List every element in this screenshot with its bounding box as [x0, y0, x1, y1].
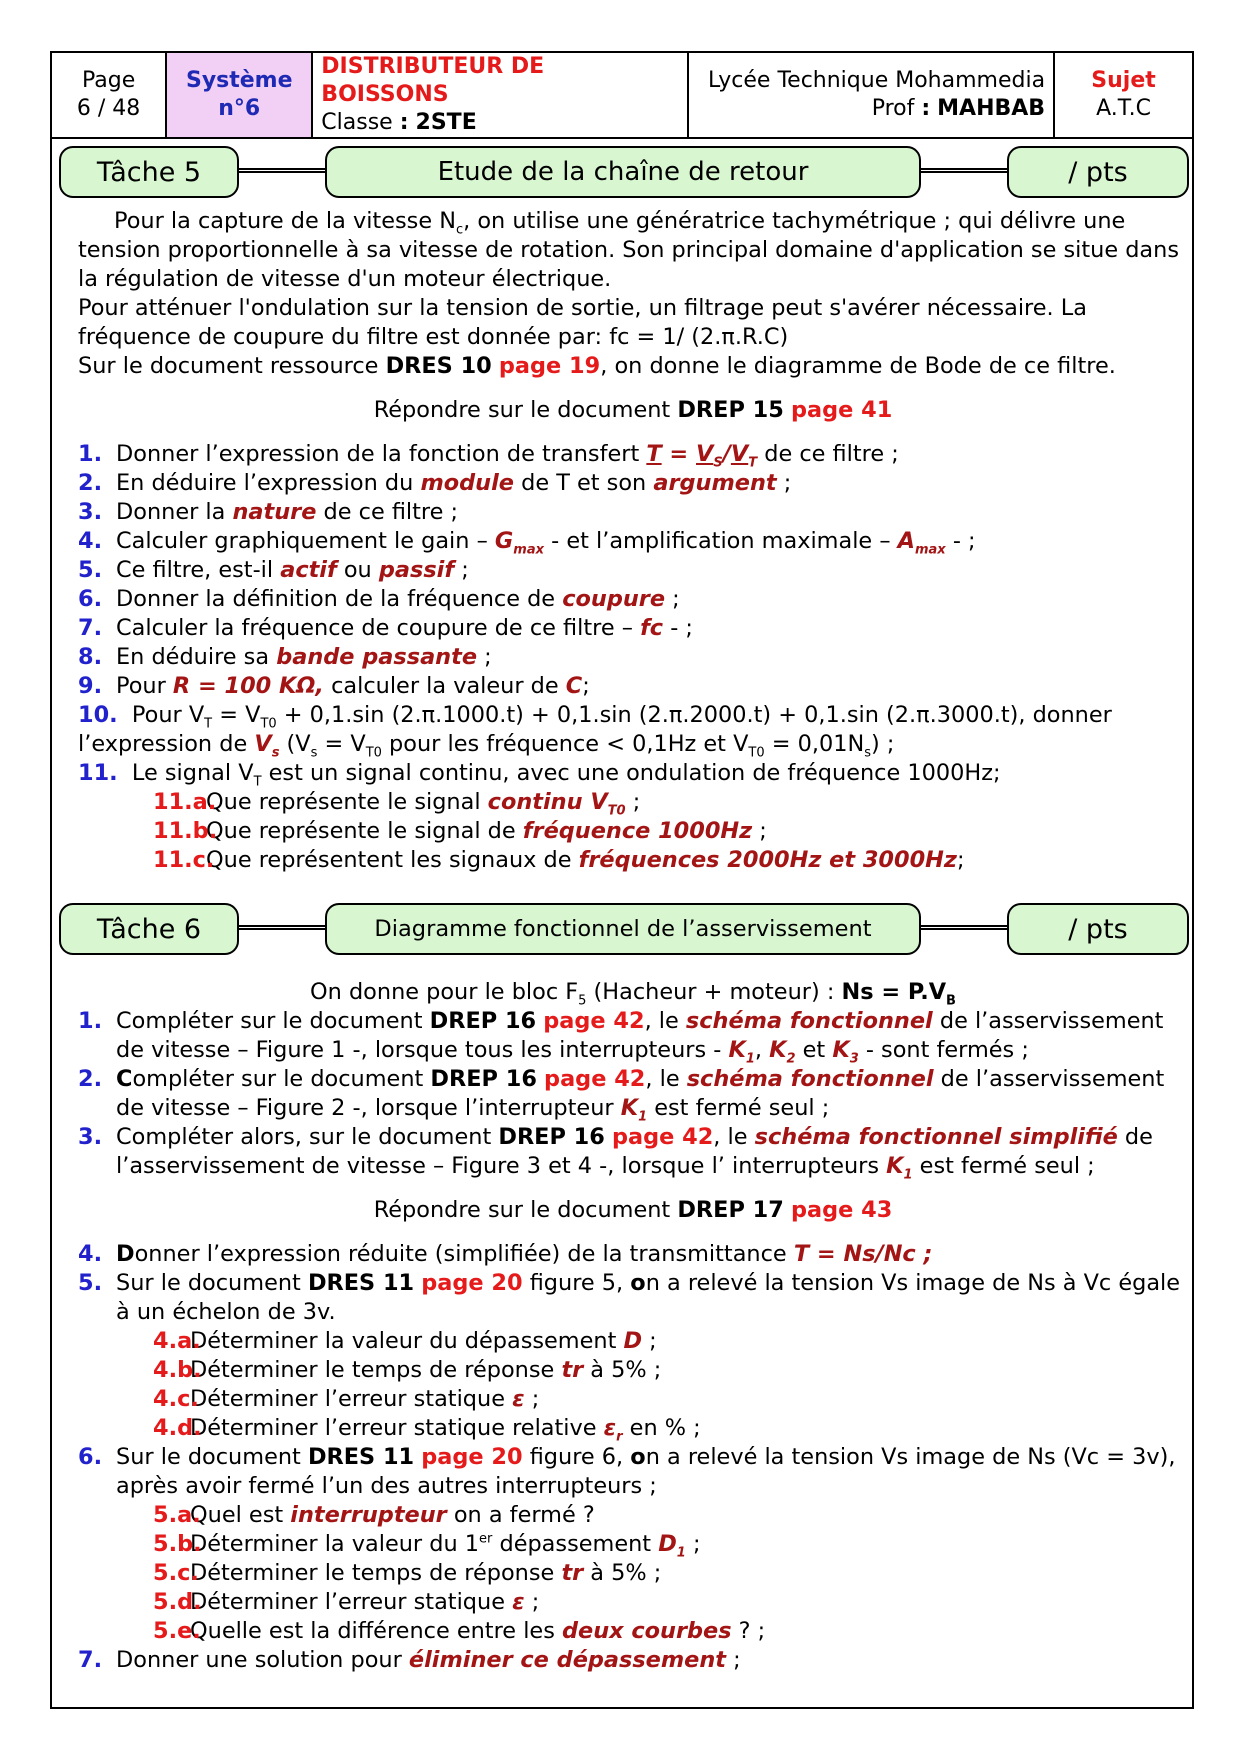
task5-questions [78, 440, 1188, 788]
system-cell [166, 52, 312, 138]
task5-points: / pts [1007, 146, 1189, 198]
sub-item-4c: 4.c. Déterminer l’erreur statique ε ; [153, 1386, 540, 1412]
task6-intro: On donne pour le bloc $F_5$ (Hacheur + moteur) : $Ns = P.V_B$ [310, 979, 956, 1009]
task6-label: Tâche 6 [59, 903, 239, 955]
task5-label: Tâche 5 [59, 146, 239, 198]
project-title: DISTRIBUTEUR DE BOISSONS [321, 54, 545, 107]
list-item: 6. Donner la définition de la fréquence de coupure ; [78, 586, 680, 612]
sub-item-5a: 5.a. Quel est interrupteur on a fermé ? [153, 1502, 595, 1528]
sub-item-5c: 5.c. Déterminer le temps de réponse tr à 5% ; [153, 1560, 662, 1586]
class-line: Classe : 2STE [321, 110, 477, 135]
task5-intro-3: Sur le document ressource DRES 10 page 19, on donne le diagramme de Bode de ce filtre. [78, 353, 1116, 379]
task5-connector-right [921, 168, 1007, 173]
task5-intro-1: Pour la capture de la vitesse $N_c$, on utilise une génératrice tachymétrique ; qui délivre une tension proportionnelle à sa vitesse de rotation. Son principal domaine d'application se situe dans la régulation de vitesse d'un moteur électrique. [78, 208, 1179, 292]
project-cell [312, 52, 688, 138]
list-item: 8. En déduire sa bande passante ; [78, 644, 492, 670]
list-item: 5. Ce filtre, est-il actif ou passif ; [78, 557, 469, 583]
class-value: 2STE [415, 110, 477, 135]
page-cell [51, 52, 166, 138]
sub-item-4b: 4.b. Déterminer le temps de réponse tr à 5% ; [153, 1357, 662, 1383]
sub-item-5b: 5.b. Déterminer la valeur du 1er dépassement $D_1$ ; [153, 1531, 701, 1561]
task5-intro-2: Pour atténuer l'ondulation sur la tension de sortie, un filtrage peut s'avérer nécessaire. La fréquence de coupure du filtre est donnée par: fc = 1/ (2.π.R.C) [78, 295, 1087, 350]
school-name: Lycée Technique Mohammedia [708, 68, 1046, 93]
sub-item-11a: 11.a. Que représente le signal continu $V_{T0}$ ; [153, 789, 641, 819]
task6-title: Diagramme fonctionnel de l’asservissement [325, 903, 921, 955]
task6-content [78, 978, 1188, 1675]
task5-title: Etude de la chaîne de retour [325, 146, 921, 198]
sujet-cell [1054, 52, 1193, 138]
system-number: n°6 [218, 96, 261, 121]
list-item: 10. Pour $V_T = V_{T0} + 0,1.\sin$ (2.π.1000.t) + 0,1.sin (2.π.2000.t) + 0,1.sin (2.π.3000.t), donner l’expression de $V_s$ ($V_s = V_{T0}$ pour les fréquence < 0,1Hz et $V_{T0} = 0,01N_s$) ; [78, 702, 1112, 761]
task6-banner [59, 903, 1189, 959]
task6-connector-right [921, 925, 1007, 930]
task6-questions-c [78, 1443, 1188, 1501]
sub-item-11c: 11.c. Que représentent les signaux de fréquences 2000Hz et 3000Hz; [153, 847, 965, 873]
sub-item-5e: 5.e. Quelle est la différence entre les deux courbes ? ; [153, 1618, 766, 1644]
task5-connector-left [239, 168, 325, 173]
task6-points: / pts [1007, 903, 1189, 955]
list-item: 3. Donner la nature de ce filtre ; [78, 499, 459, 525]
page-number: 6 / 48 [76, 96, 141, 121]
task5-answer-line: Répondre sur le document DREP 15 page 41 [373, 397, 893, 423]
page-label: Page [81, 68, 136, 93]
list-item: 1. Compléter sur le document DREP 16 page 42, le schéma fonctionnel de l’asservissement de vitesse – Figure 1 -, lorsque tous les interrupteurs - $K_1$, $K_2$ et $K_3$ - sont fermés ; [78, 1008, 1164, 1067]
sub-item-4a: 4.a. Déterminer la valeur du dépassement D ; [153, 1328, 657, 1354]
task6-questions-d [78, 1646, 1188, 1675]
list-item: 2. En déduire l’expression du module de T et son argument ; [78, 470, 792, 496]
sub-item-5d: 5.d. Déterminer l’erreur statique ε ; [153, 1589, 540, 1615]
prof-line: Prof : MAHBAB [871, 96, 1046, 121]
task6-answer-line: Répondre sur le document DREP 17 page 43 [373, 1197, 893, 1223]
task5-banner [59, 146, 1189, 202]
list-item: 7. Calculer la fréquence de coupure de ce filtre – fc - ; [78, 615, 693, 641]
header-table [50, 51, 1194, 139]
task6-questions-a [78, 1007, 1188, 1181]
task6-questions-b [78, 1240, 1188, 1327]
list-item: 2. Compléter sur le document DREP 16 page 42, le schéma fonctionnel de l’asservissement de vitesse – Figure 2 -, lorsque l’interrupteur $K_1$ est fermé seul ; [78, 1066, 1165, 1125]
sujet-label: Sujet [1091, 68, 1156, 93]
sub-item-11b: 11.b. Que représente le signal de fréquence 1000Hz ; [153, 818, 767, 844]
list-item: 5. Sur le document DRES 11 page 20 figure 5, on a relevé la tension Vs image de Ns à Vc égale à un échelon de 3v. [78, 1270, 1181, 1325]
system-label: Système [185, 68, 293, 93]
list-item: 11. Le signal $V_T$ est un signal continu, avec une ondulation de fréquence 1000Hz; [78, 760, 1001, 790]
list-item: 7. Donner une solution pour éliminer ce dépassement ; [78, 1647, 741, 1673]
list-item: 1. Donner l’expression de la fonction de transfert $T = V_S/V_T$ de ce filtre ; [78, 441, 899, 471]
prof-value: MAHBAB [937, 96, 1046, 121]
sub-item-4d: 4.d. Déterminer l’erreur statique relative $\varepsilon_r$ en % ; [153, 1415, 701, 1445]
list-item: 4. Calculer graphiquement le gain – $G_{max}$ - et l’amplification maximale – $A_{max}$ - ; [78, 528, 976, 558]
list-item: 4. Donner l’expression réduite (simplifiée) de la transmittance T = Ns/Nc ; [78, 1241, 933, 1267]
prof-label: Prof [871, 96, 915, 121]
task6-connector-left [239, 925, 325, 930]
school-cell [688, 52, 1054, 138]
task5-content [78, 207, 1188, 875]
class-label: Classe [321, 110, 393, 135]
list-item: 6. Sur le document DRES 11 page 20 figure 6, on a relevé la tension Vs image de Ns (Vc = 3v), après avoir fermé l’un des autres interrupteurs ; [78, 1444, 1176, 1499]
list-item: 9. Pour R = 100 KΩ, calculer la valeur de C; [78, 673, 590, 699]
sujet-value: A.T.C [1096, 96, 1151, 121]
list-item: 3. Compléter alors, sur le document DREP 16 page 42, le schéma fonctionnel simplifié de l’asservissement de vitesse – Figure 3 et 4 -, lorsque l’ interrupteurs $K_1$ est fermé seul ; [78, 1124, 1153, 1183]
